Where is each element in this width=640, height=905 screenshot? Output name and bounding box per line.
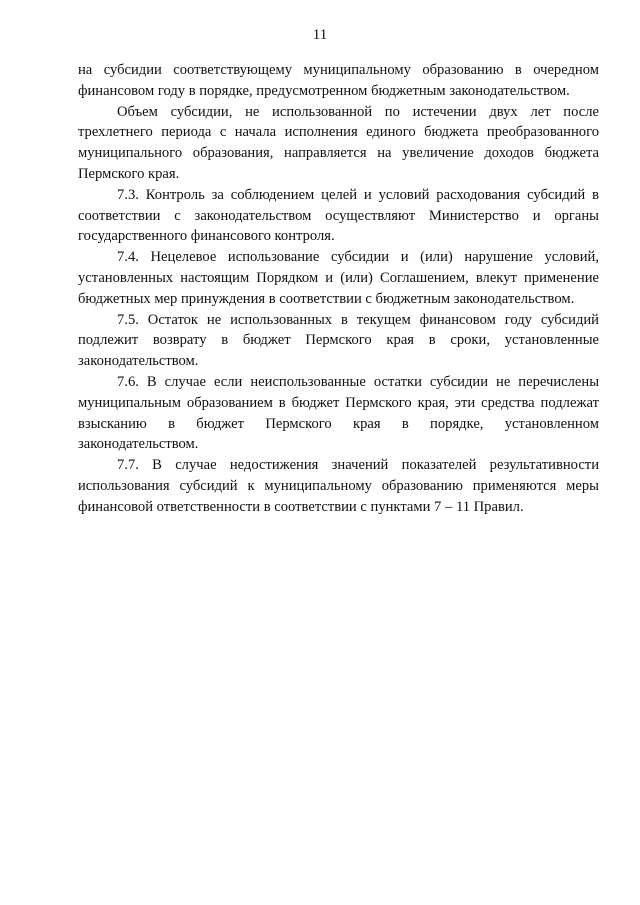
paragraph-7-7: 7.7. В случае недостижения значений показателей результативности использования субсидий к муниципальному образованию применяются меры финансовой ответственности в соответствии с пунктами 7 – 11 Правил. xyxy=(78,457,599,515)
paragraph-continuation: на субсидии соответствующему муниципальному образованию в очередном финансовом году в порядке, предусмотренном бюджетным законодательством. xyxy=(78,62,599,99)
page-number: 11 xyxy=(312,27,328,43)
paragraph-7-5: 7.5. Остаток не использованных в текущем финансовом году субсидий подлежит возврату в бюджет Пермского края в сроки, установленные законодательством. xyxy=(78,311,599,370)
paragraph-7-6: 7.6. В случае если неиспользованные остатки субсидии не перечислены муниципальным образованием в бюджет Пермского края, эти средства подлежат взысканию в бюджет Пермского края в порядке, установленном законодательством. xyxy=(78,373,599,453)
paragraph-7-3: 7.3. Контроль за соблюдением целей и условий расходования субсидий в соответствии с законодательством осуществляют Министерство и органы государственного финансового контроля. xyxy=(78,186,599,245)
paragraph-subsidy-volume: Объем субсидии, не использованной по истечении двух лет после трехлетнего периода с начала исполнения единого бюджета преобразованного муниципального образования, направляется на увеличение доходов бюджета Пермского края. xyxy=(78,103,599,182)
document-body xyxy=(78,60,599,518)
paragraph-7-4: 7.4. Нецелевое использование субсидии и (или) нарушение условий, установленных настоящим Порядком и (или) Соглашением, влекут применение бюджетных мер принуждения в соответствии с бюджетным законодательством. xyxy=(78,249,599,307)
